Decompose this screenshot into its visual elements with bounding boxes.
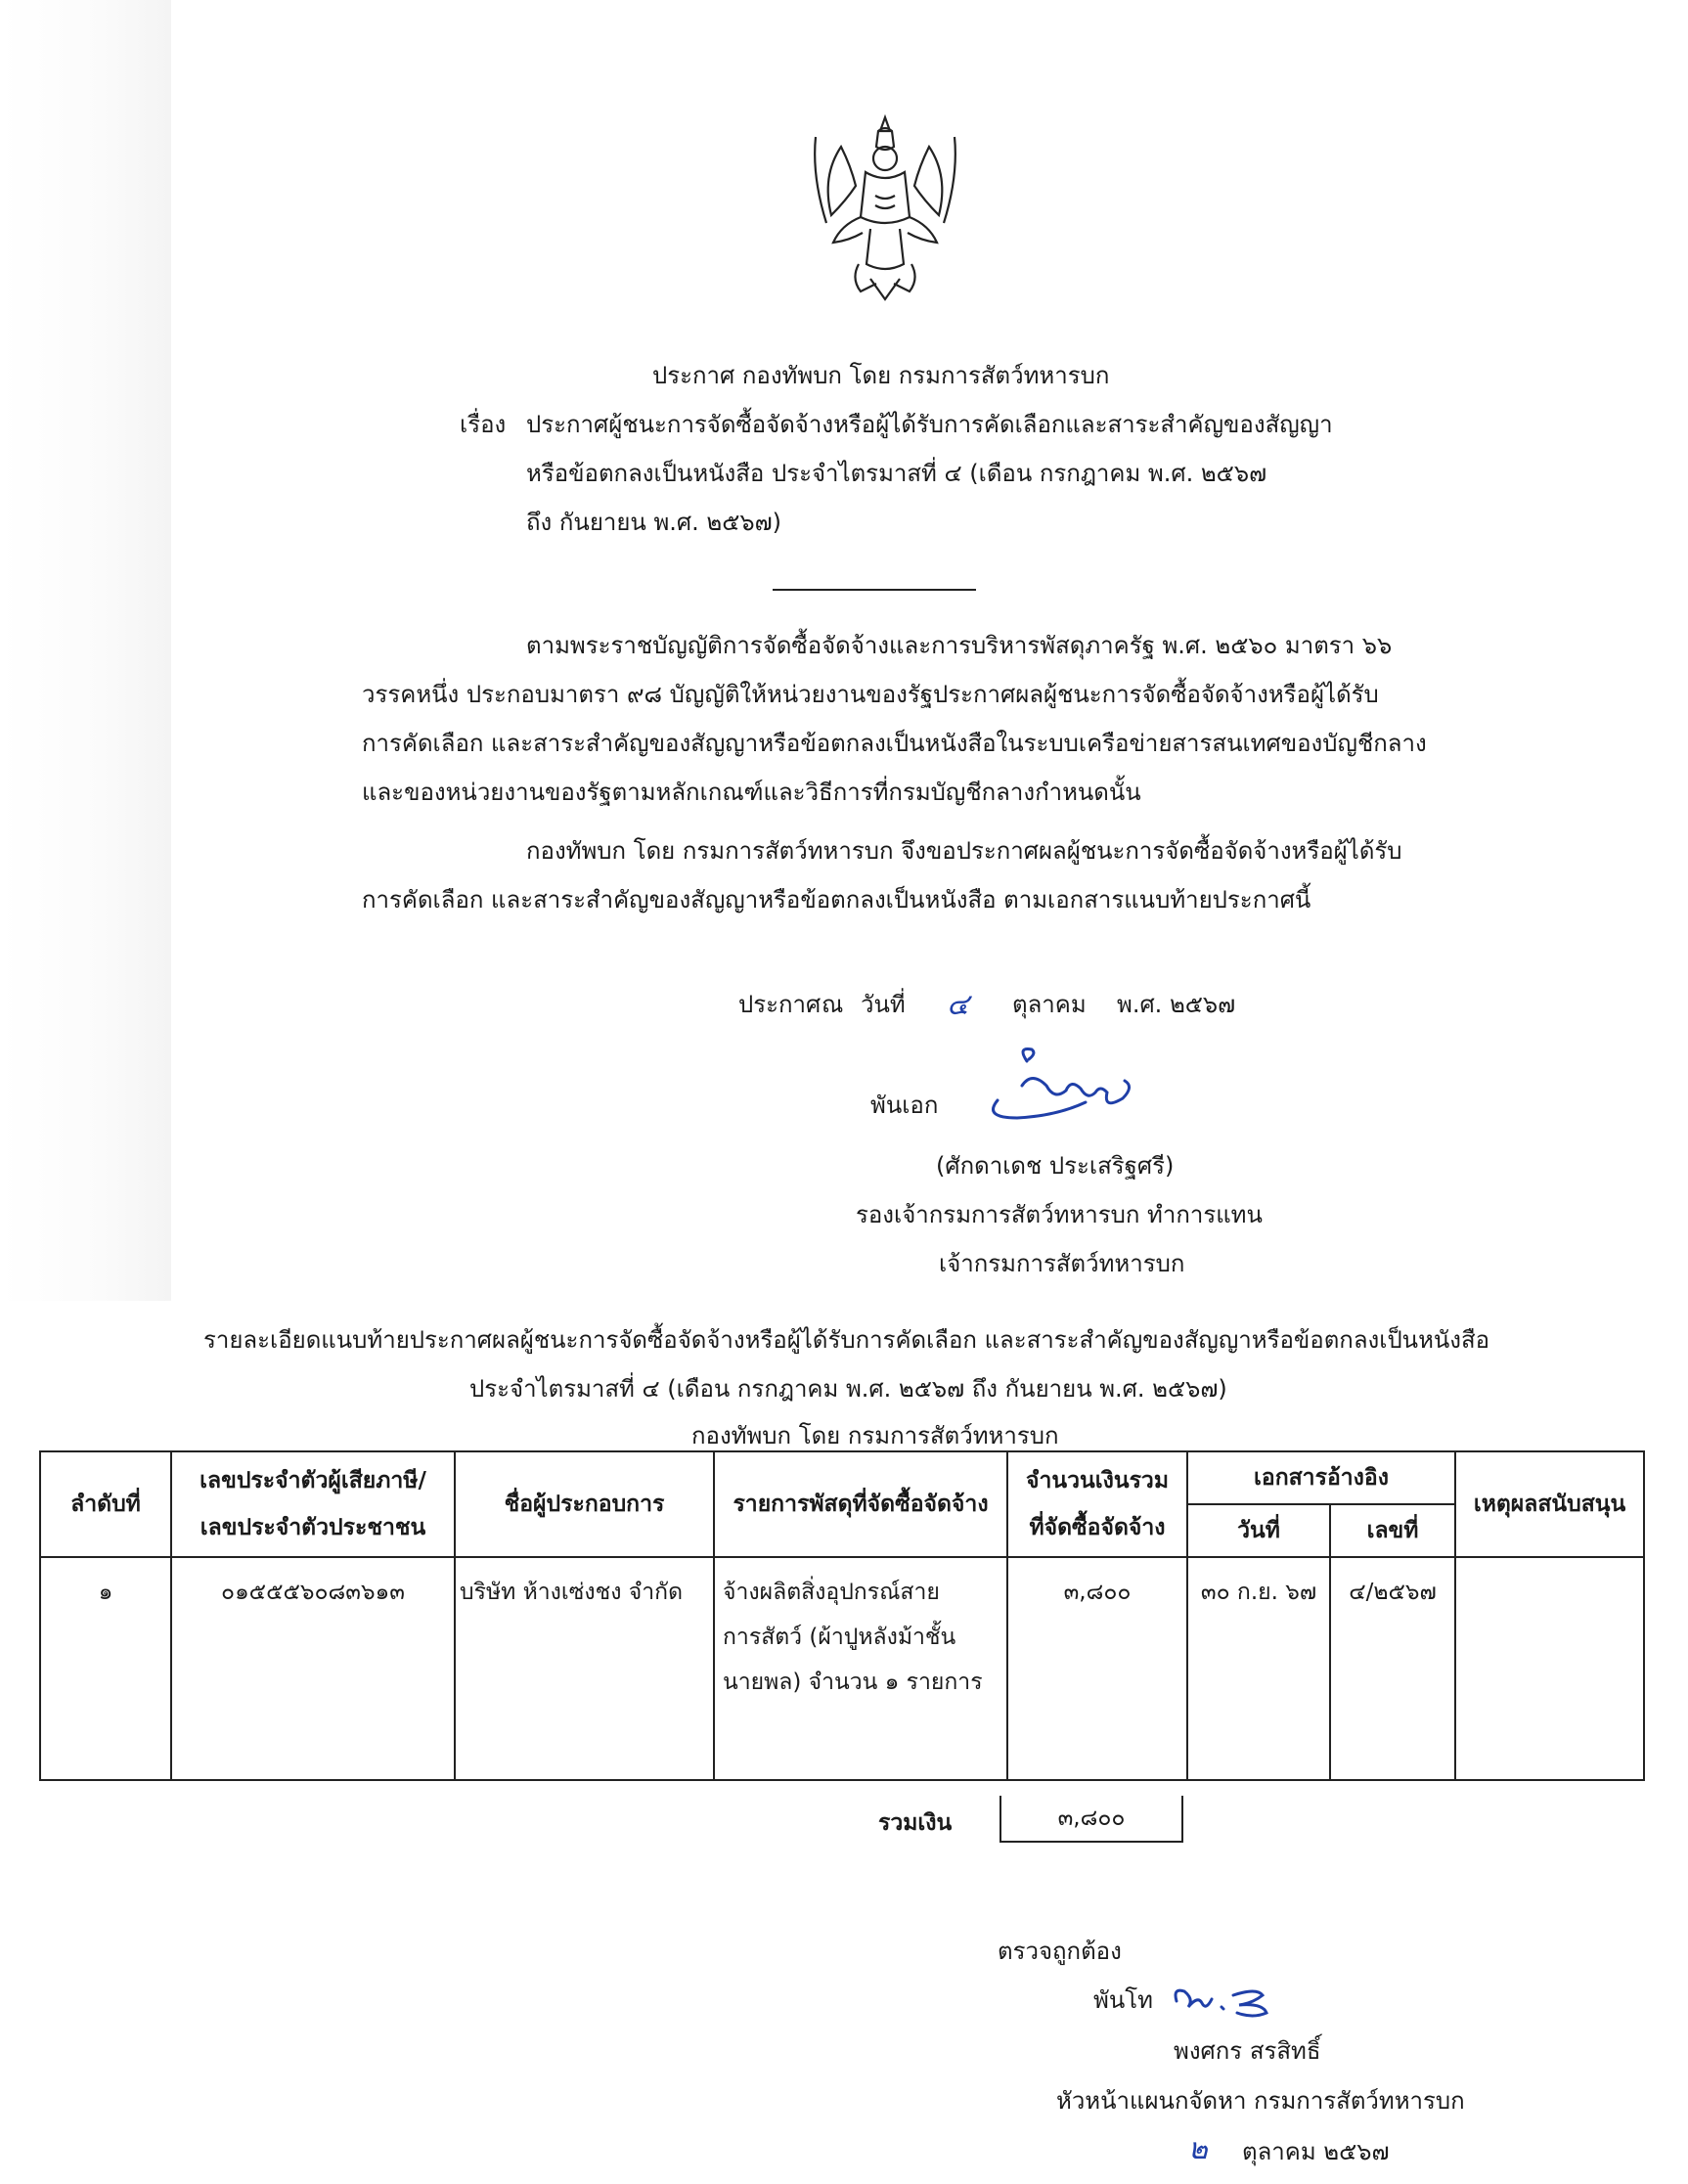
signatory-rank: พันเอก xyxy=(870,1092,939,1119)
cell-ref-no: ๔/๒๕๖๗ xyxy=(1330,1557,1455,1780)
subject-line-3: ถึง กันยายน พ.ศ. ๒๕๖๗) xyxy=(526,509,782,536)
signatory-position-2: เจ้ากรมการสัตว์ทหารบก xyxy=(939,1250,1185,1277)
verification-rank: พันโท xyxy=(1093,1986,1153,2014)
subject-line-2: หรือข้อตกลงเป็นหนังสือ ประจำไตรมาสที่ ๔ (เดือน กรกฎาคม พ.ศ. ๒๕๖๗ xyxy=(526,460,1267,487)
paragraph1-line-3: การคัดเลือก และสาระสำคัญของสัญญาหรือข้อตกลงเป็นหนังสือในระบบเครือข่ายสารสนเทศของบัญชีกลาง xyxy=(362,730,1427,757)
cell-items-line3: นายพล) จำนวน ๑ รายการ xyxy=(723,1670,983,1695)
header-ref-no: เลขที่ xyxy=(1330,1504,1455,1557)
table-row xyxy=(40,1557,1644,1780)
date-prefix: ประกาศ xyxy=(738,991,822,1018)
header-items: รายการพัสดุที่จัดซื้อจัดจ้าง xyxy=(714,1451,1007,1557)
header-tax-id-line1: เลขประจำตัวผู้เสียภาษี/ xyxy=(200,1468,426,1493)
date-year: พ.ศ. ๒๕๖๗ xyxy=(1117,991,1236,1018)
total-label: รวมเงิน xyxy=(878,1810,953,1836)
cell-reason xyxy=(1455,1557,1644,1780)
paragraph1-line-4: และของหน่วยงานของรัฐตามหลักเกณฑ์และวิธีการที่กรมบัญชีกลางกำหนดนั้น xyxy=(362,779,1141,806)
verification-name: พงศกร สรสิทธิ์ xyxy=(1174,2037,1321,2065)
header-ref-date: วันที่ xyxy=(1187,1504,1330,1557)
cell-items-line2: การสัตว์ (ผ้าปูหลังม้าชั้น xyxy=(723,1625,956,1650)
header-amount-line1: จำนวนเงินรวม xyxy=(1026,1468,1169,1493)
verification-date-day: ๒ xyxy=(1188,2132,1208,2166)
cell-items xyxy=(714,1557,1007,1780)
signatory-position-1: รองเจ้ากรมการสัตว์ทหารบก ทำการแทน xyxy=(856,1201,1263,1228)
initials-signature-icon xyxy=(1169,1974,1276,2023)
subject-label: เรื่อง xyxy=(460,411,507,438)
paragraph2-line-1: กองทัพบก โดย กรมการสัตว์ทหารบก จึงขอประกาศผลผู้ชนะการจัดซื้อจัดจ้างหรือผู้ได้รับ xyxy=(526,837,1402,865)
header-amount xyxy=(1007,1451,1187,1557)
verification-label: ตรวจถูกต้อง xyxy=(998,1938,1122,1965)
attachment-title-1: รายละเอียดแนบท้ายประกาศผลผู้ชนะการจัดซื้อจัดจ้างหรือผู้ได้รับการคัดเลือก และสาระสำคัญของสัญญาหรือข้อตกลงเป็นหนังสือ xyxy=(203,1326,1490,1354)
cell-seq: ๑ xyxy=(40,1557,171,1780)
header-reason: เหตุผลสนับสนุน xyxy=(1455,1451,1644,1557)
cell-tax-id: ๐๑๕๕๕๖๐๘๓๖๑๓ xyxy=(171,1557,455,1780)
paragraph1-line-1: ตามพระราชบัญญัติการจัดซื้อจัดจ้างและการบริหารพัสดุภาครัฐ พ.ศ. ๒๕๖๐ มาตรา ๖๖ xyxy=(526,632,1393,659)
scan-shadow xyxy=(0,0,171,1301)
signature-icon xyxy=(978,1042,1154,1130)
header-tax-id xyxy=(171,1451,455,1557)
header-amount-line2: ที่จัดซื้อจัดจ้าง xyxy=(1029,1515,1166,1540)
cell-ref-date: ๓๐ ก.ย. ๖๗ xyxy=(1187,1557,1330,1780)
cell-items-line1: จ้างผลิตสิ่งอุปกรณ์สาย xyxy=(723,1580,940,1605)
attachment-title-2: ประจำไตรมาสที่ ๔ (เดือน กรกฎาคม พ.ศ. ๒๕๖๗ ถึง กันยายน พ.ศ. ๒๕๖๗) xyxy=(469,1375,1227,1403)
announcement-title: ประกาศ กองทัพบก โดย กรมการสัตว์ทหารบก xyxy=(652,362,1110,389)
cell-vendor: บริษัท ห้างเซ่งชง จำกัด xyxy=(455,1557,714,1780)
date-day-label: วันที่ xyxy=(861,991,906,1018)
paragraph1-line-2: วรรคหนึ่ง ประกอบมาตรา ๙๘ บัญญัติให้หน่วยงานของรัฐประกาศผลผู้ชนะการจัดซื้อจัดจ้างหรือผู้ได้รับ xyxy=(362,681,1379,708)
signatory-name: (ศักดาเดช ประเสริฐศรี) xyxy=(936,1152,1175,1180)
cell-amount: ๓,๘๐๐ xyxy=(1007,1557,1187,1780)
header-vendor: ชื่อผู้ประกอบการ xyxy=(455,1451,714,1557)
header-ref-docs: เอกสารอ้างอิง xyxy=(1187,1451,1455,1504)
subject-line-1: ประกาศผู้ชนะการจัดซื้อจัดจ้างหรือผู้ได้รับการคัดเลือกและสาระสำคัญของสัญญา xyxy=(526,411,1333,438)
date-month: ตุลาคม xyxy=(1012,991,1087,1018)
garuda-emblem-icon xyxy=(802,108,968,303)
procurement-table xyxy=(39,1450,1645,1781)
paragraph2-line-2: การคัดเลือก และสาระสำคัญของสัญญาหรือข้อตกลงเป็นหนังสือ ตามเอกสารแนบท้ายประกาศนี้ xyxy=(362,886,1311,914)
date-day-value: ๔ xyxy=(947,988,969,1022)
header-seq: ลำดับที่ xyxy=(40,1451,171,1557)
total-value: ๓,๘๐๐ xyxy=(999,1796,1183,1843)
date-at: ณ xyxy=(822,991,844,1018)
attachment-title-3: กองทัพบก โดย กรมการสัตว์ทหารบก xyxy=(691,1422,1059,1449)
verification-position: หัวหน้าแผนกจัดหา กรมการสัตว์ทหารบก xyxy=(1056,2087,1465,2115)
header-divider xyxy=(773,589,976,591)
verification-date: ตุลาคม ๒๕๖๗ xyxy=(1242,2138,1390,2165)
header-tax-id-line2: เลขประจำตัวประชาชน xyxy=(200,1515,426,1540)
